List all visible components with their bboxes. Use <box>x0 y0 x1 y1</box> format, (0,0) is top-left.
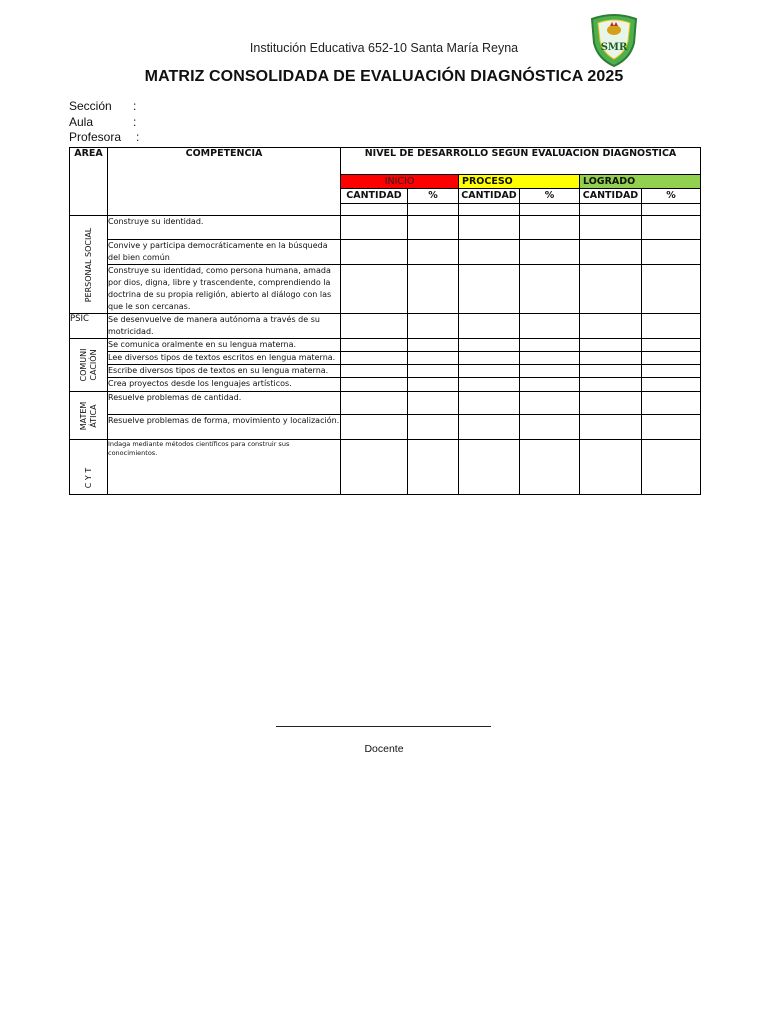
area-comunicacion <box>70 339 108 392</box>
inicio-percent-cell[interactable] <box>408 365 459 378</box>
competencia-cell: Convive y participa democráticamente en la búsqueda del bien común <box>108 240 341 265</box>
header-gap <box>341 204 408 216</box>
header-gap <box>580 204 642 216</box>
proceso-cantidad-cell[interactable] <box>459 240 520 265</box>
logrado-percent-cell[interactable] <box>642 365 701 378</box>
inicio-cantidad-cell[interactable] <box>341 440 408 495</box>
proceso-percent-cell[interactable] <box>520 240 580 265</box>
area-cyt-label: C Y T <box>83 467 93 489</box>
header-gap <box>520 204 580 216</box>
logrado-percent-cell[interactable] <box>642 265 701 314</box>
proceso-percent-cell[interactable] <box>520 265 580 314</box>
inicio-percent-cell[interactable] <box>408 415 459 440</box>
inicio-cantidad-cell[interactable] <box>341 392 408 415</box>
logrado-percent-header: % <box>642 189 701 204</box>
proceso-cantidad-cell[interactable] <box>459 392 520 415</box>
proceso-percent-header: % <box>520 189 580 204</box>
aula-value: : <box>133 115 137 129</box>
area-personal-social <box>70 216 108 314</box>
logrado-percent-cell[interactable] <box>642 415 701 440</box>
signature-label: Docente <box>364 743 404 755</box>
col-competencia-header: COMPETENCIA <box>108 148 341 216</box>
inicio-cantidad-cell[interactable] <box>341 216 408 240</box>
document-title: MATRIZ CONSOLIDADA DE EVALUACIÓN DIAGNÓSTICA 2025 <box>144 68 624 85</box>
inicio-percent-cell[interactable] <box>408 314 459 339</box>
proceso-percent-cell[interactable] <box>520 440 580 495</box>
proceso-cantidad-cell[interactable] <box>459 365 520 378</box>
proceso-percent-cell[interactable] <box>520 339 580 352</box>
profesora-row <box>69 130 139 144</box>
competencia-cell: Escribe diversos tipos de textos en su lengua materna. <box>108 365 341 378</box>
level-logrado: LOGRADO <box>580 175 701 189</box>
logrado-cantidad-cell[interactable] <box>580 216 642 240</box>
logrado-percent-cell[interactable] <box>642 339 701 352</box>
inicio-cantidad-cell[interactable] <box>341 365 408 378</box>
area-matematica <box>70 392 108 440</box>
proceso-percent-cell[interactable] <box>520 352 580 365</box>
area-cyt <box>70 440 108 495</box>
seccion-label: Sección <box>69 99 112 113</box>
proceso-cantidad-cell[interactable] <box>459 265 520 314</box>
inicio-percent-cell[interactable] <box>408 440 459 495</box>
logrado-cantidad-cell[interactable] <box>580 352 642 365</box>
signature-line <box>276 726 491 727</box>
inicio-cantidad-cell[interactable] <box>341 265 408 314</box>
inicio-percent-cell[interactable] <box>408 378 459 392</box>
inicio-cantidad-cell[interactable] <box>341 415 408 440</box>
inicio-cantidad-cell[interactable] <box>341 352 408 365</box>
inicio-cantidad-header: CANTIDAD <box>341 189 408 204</box>
inicio-percent-cell[interactable] <box>408 339 459 352</box>
proceso-percent-cell[interactable] <box>520 392 580 415</box>
logrado-cantidad-cell[interactable] <box>580 339 642 352</box>
inicio-cantidad-cell[interactable] <box>341 314 408 339</box>
competencia-cell: Construye su identidad, como persona humana, amada por dios, digna, libre y trascendente, comprendiendo la doctrina de su propia religión, abierto al diálogo con las que le son cercanas. <box>108 265 341 314</box>
area-comunicacion-label: COMUNI CACIÓN <box>78 348 98 382</box>
area-matematica-label: MATEM ÁTICA <box>78 401 98 430</box>
area-psic: PSIC <box>70 314 108 339</box>
proceso-cantidad-cell[interactable] <box>459 378 520 392</box>
logrado-percent-cell[interactable] <box>642 392 701 415</box>
logo-text: SMR <box>600 42 628 53</box>
competencia-cell: Indaga mediante métodos científicos para construir sus conocimientos. <box>108 440 341 495</box>
logrado-percent-cell[interactable] <box>642 378 701 392</box>
proceso-percent-cell[interactable] <box>520 415 580 440</box>
inicio-percent-cell[interactable] <box>408 352 459 365</box>
logrado-cantidad-cell[interactable] <box>580 265 642 314</box>
proceso-percent-cell[interactable] <box>520 216 580 240</box>
proceso-cantidad-cell[interactable] <box>459 339 520 352</box>
proceso-cantidad-cell[interactable] <box>459 216 520 240</box>
seccion-row <box>69 99 136 113</box>
proceso-percent-cell[interactable] <box>520 314 580 339</box>
aula-label: Aula <box>69 115 94 129</box>
competencia-cell: Lee diversos tipos de textos escritos en lengua materna. <box>108 352 341 365</box>
competencia-cell: Se desenvuelve de manera autónoma a través de su motricidad. <box>108 314 341 339</box>
proceso-cantidad-cell[interactable] <box>459 352 520 365</box>
proceso-percent-cell[interactable] <box>520 378 580 392</box>
profesora-value: : <box>136 130 140 144</box>
proceso-cantidad-header: CANTIDAD <box>459 189 520 204</box>
competencia-cell: Resuelve problemas de forma, movimiento y localización. <box>108 415 341 440</box>
col-area-header: ÁREA <box>70 148 108 216</box>
proceso-cantidad-cell[interactable] <box>459 314 520 339</box>
logrado-percent-cell[interactable] <box>642 352 701 365</box>
aula-row <box>69 115 136 129</box>
proceso-cantidad-cell[interactable] <box>459 415 520 440</box>
logrado-cantidad-cell[interactable] <box>580 378 642 392</box>
header-gap <box>459 204 520 216</box>
header-gap <box>408 204 459 216</box>
logrado-percent-cell[interactable] <box>642 440 701 495</box>
logrado-percent-cell[interactable] <box>642 314 701 339</box>
header-gap <box>642 204 701 216</box>
area-personal-social-label: PERSONAL SOCIAL <box>83 227 93 302</box>
school-logo <box>588 13 640 67</box>
inicio-cantidad-cell[interactable] <box>341 240 408 265</box>
competencia-cell: Construye su identidad. <box>108 216 341 240</box>
competencia-cell: Se comunica oralmente en su lengua materna. <box>108 339 341 352</box>
proceso-cantidad-cell[interactable] <box>459 440 520 495</box>
profesora-label: Profesora <box>69 130 122 144</box>
logrado-cantidad-cell[interactable] <box>580 392 642 415</box>
inicio-cantidad-cell[interactable] <box>341 378 408 392</box>
inicio-percent-cell[interactable] <box>408 216 459 240</box>
inicio-percent-cell[interactable] <box>408 265 459 314</box>
inicio-cantidad-cell[interactable] <box>341 339 408 352</box>
proceso-percent-cell[interactable] <box>520 365 580 378</box>
competencia-cell: Resuelve problemas de cantidad. <box>108 392 341 415</box>
logrado-percent-cell[interactable] <box>642 240 701 265</box>
level-inicio: INICIO <box>341 175 459 189</box>
logrado-cantidad-cell[interactable] <box>580 314 642 339</box>
institution-name: Institución Educativa 652-10 Santa María Reyna <box>249 41 519 55</box>
inicio-percent-header: % <box>408 189 459 204</box>
level-proceso: PROCESO <box>459 175 580 189</box>
col-nivel-header: NIVEL DE DESARROLLO SEGÚN EVALUACIÓN DIAGNÓSTICA <box>341 148 701 175</box>
logrado-cantidad-header: CANTIDAD <box>580 189 642 204</box>
logrado-cantidad-cell[interactable] <box>580 440 642 495</box>
logrado-cantidad-cell[interactable] <box>580 365 642 378</box>
competencia-cell: Crea proyectos desde los lenguajes artísticos. <box>108 378 341 392</box>
logrado-percent-cell[interactable] <box>642 216 701 240</box>
evaluation-matrix <box>69 147 701 495</box>
inicio-percent-cell[interactable] <box>408 240 459 265</box>
logrado-cantidad-cell[interactable] <box>580 240 642 265</box>
logrado-cantidad-cell[interactable] <box>580 415 642 440</box>
seccion-value: : <box>133 99 137 113</box>
inicio-percent-cell[interactable] <box>408 392 459 415</box>
